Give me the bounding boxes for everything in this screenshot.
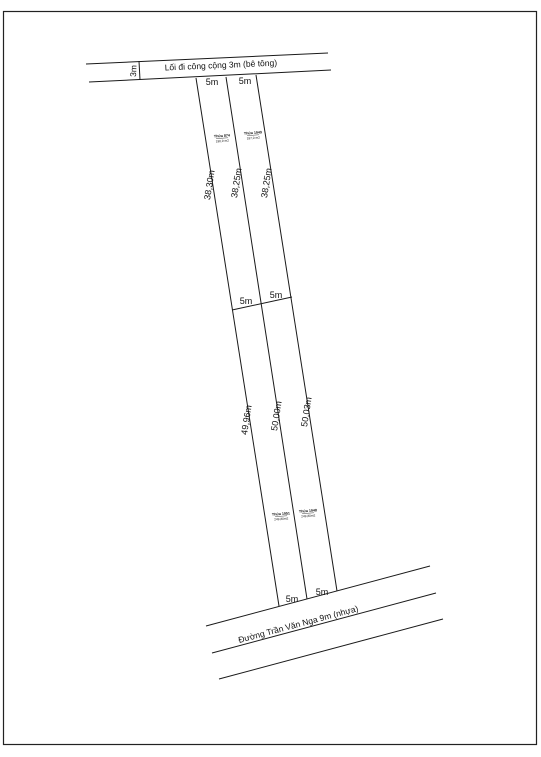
lot-name: Thửa 1951 — [271, 511, 291, 517]
bottom-right-width: 5m — [315, 587, 329, 597]
top-road-width-tick — [139, 61, 140, 80]
bottom-road-edge-3 — [219, 619, 443, 679]
mid-lower-length: 50,00m — [269, 400, 284, 432]
bottom-road-label: Đường Trần Văn Nga 9m (nhựa) — [237, 603, 360, 645]
top-right-width: 5m — [238, 76, 252, 86]
top-road-width-label: 3m — [128, 64, 139, 78]
mid-right-width: 5m — [269, 290, 283, 300]
lot-name: Thửa 874 — [213, 133, 231, 139]
boundary-right — [256, 75, 337, 591]
mid-upper-length: 38,25m — [229, 167, 244, 199]
lot-label-1948 — [299, 508, 318, 518]
right-lower-length: 50,03m — [299, 396, 314, 428]
lot-label-1949 — [244, 130, 263, 140]
lot-area: 190,9 m2 — [215, 138, 230, 144]
left-lower-length: 49,96m — [239, 404, 254, 436]
top-left-width: 5m — [205, 77, 219, 87]
boundary-left — [196, 78, 279, 606]
lot-name: Thửa 1949 — [243, 130, 263, 136]
lot-area: 249,80m2 — [274, 516, 289, 522]
right-upper-length: 38,25m — [259, 167, 274, 199]
lot-area: 249,80m2 — [301, 513, 316, 519]
lot-label-1951 — [272, 511, 291, 521]
left-upper-length: 38,30m — [202, 169, 217, 201]
top-road-label: Lối đi công cộng 3m (bê tông) — [164, 57, 278, 73]
lot-name: Thửa 1948 — [298, 508, 318, 514]
bottom-left-width: 5m — [285, 594, 299, 604]
mid-left-width: 5m — [239, 296, 253, 306]
boundary-middle — [226, 77, 307, 599]
bottom-road-edge-2 — [212, 593, 436, 653]
lot-area: 187,0 m2 — [246, 135, 261, 141]
lot-label-874 — [214, 133, 231, 143]
